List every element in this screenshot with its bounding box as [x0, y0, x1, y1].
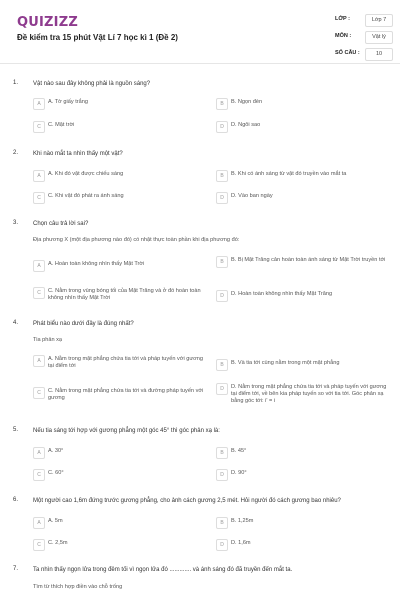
question-number: 5.	[13, 427, 19, 433]
meta-row-count	[335, 48, 393, 61]
option-text: D. Hoàn toàn không nhìn thấy Mặt Trăng	[231, 291, 333, 297]
option-text: D. 90°	[231, 470, 247, 476]
option-text: A. 30°	[48, 448, 64, 454]
question-text: Nếu tia sáng tới hợp với gương phẳng một góc 45° thì góc phản xạ là:	[33, 428, 220, 434]
option-badge: C	[33, 121, 45, 133]
meta-label: MÔN :	[335, 33, 352, 39]
meta-row-grade	[335, 14, 393, 27]
option-text: C. Khi vật đó phát ra ánh sáng	[48, 193, 124, 199]
option-badge: A	[33, 170, 45, 182]
question-number: 7.	[13, 566, 19, 572]
option-text: C. Nằm trong vùng bóng tối của Mặt Trăng và ở đó hoàn toàn không nhìn thấy Mặt Trời	[48, 288, 201, 301]
meta-panel	[335, 14, 393, 65]
option-badge: A	[33, 355, 45, 367]
question-text: Phát biểu nào dưới đây là đúng nhất?	[33, 321, 134, 327]
question-number: 1.	[13, 80, 19, 86]
option-text: B. Bị Mặt Trăng cản hoàn toàn ánh sáng từ Mặt Trời truyền tới	[231, 257, 386, 263]
header-divider	[0, 63, 400, 64]
option-text: D. 1,6m	[231, 540, 251, 546]
option-badge: C	[33, 387, 45, 399]
question-subtext: Tia phản xạ	[33, 337, 63, 343]
option-badge: B	[216, 517, 228, 529]
question-subtext: Địa phương X (một địa phương nào đó) có nhật thực toàn phần khi địa phương đó:	[33, 237, 240, 243]
question-number: 6.	[13, 497, 19, 503]
option-badge: D	[216, 192, 228, 204]
option-text: C. 2,5m	[48, 540, 68, 546]
option-badge: D	[216, 539, 228, 551]
question-subtext: Tìm từ thích hợp điền vào chỗ trống	[33, 584, 123, 590]
meta-row-subject	[335, 31, 393, 44]
option-text: A. Nằm trong mặt phẳng chứa tia tới và pháp tuyến với gương tại điểm tới	[48, 356, 203, 369]
option-badge: D	[216, 290, 228, 302]
option-text: A. Hoàn toàn không nhìn thấy Mặt Trời	[48, 261, 145, 267]
option-badge: B	[216, 447, 228, 459]
option-badge: B	[216, 170, 228, 182]
question-text: Khi nào mắt ta nhìn thấy một vật?	[33, 151, 123, 157]
option-text: C. Nằm trong mặt phẳng chứa tia tới và đường pháp tuyến với gương	[48, 388, 204, 401]
option-badge: D	[216, 121, 228, 133]
option-text: B. Ngọn đèn	[231, 99, 263, 105]
option-text: A. 5m	[48, 518, 63, 524]
header	[0, 0, 400, 62]
option-text: A. Khi đó vật được chiếu sáng	[48, 171, 124, 177]
question-number: 3.	[13, 220, 19, 226]
question-text: Vật nào sau đây không phải là nguồn sáng?	[33, 81, 151, 87]
option-badge: B	[216, 359, 228, 371]
option-text: B. Và tia tới cùng nằm trong một mặt phẳng	[231, 360, 340, 366]
meta-label: SỐ CÂU :	[335, 50, 360, 56]
option-text: B. 1,25m	[231, 518, 254, 524]
question-text: Ta nhìn thấy ngọn lửa trong đêm tối vì ngọn lửa đó ............. và ánh sáng đó đã truyền đến mắt ta.	[33, 567, 293, 573]
option-text: B. Khi có ánh sáng từ vật đó truyền vào mắt ta	[231, 171, 347, 177]
option-text: D. Ngôi sao	[231, 122, 261, 128]
option-badge: D	[216, 469, 228, 481]
meta-label: LỚP :	[335, 16, 350, 22]
question-number: 4.	[13, 320, 19, 326]
option-text: D. Nằm trong mặt phẳng chứa tia tới và pháp tuyến với gương tại điểm tới, về bên kia pháp tuyến so với tia tới. Góc phản xạ bằng góc tới: i' = i	[231, 384, 387, 404]
option-badge: A	[33, 98, 45, 110]
option-badge: C	[33, 287, 45, 299]
meta-value: 10	[365, 48, 393, 61]
question-text: Một người cao 1,6m đứng trước gương phẳng, cho ảnh cách gương 2,5 mét. Hỏi người đó cách gương bao nhiêu?	[33, 498, 341, 504]
question-number: 2.	[13, 150, 19, 156]
option-badge: A	[33, 447, 45, 459]
meta-value: Lớp 7	[365, 14, 393, 27]
question-text: Chọn câu trả lời sai?	[33, 221, 89, 227]
option-text: C. Mặt trời	[48, 122, 75, 128]
page-title: Đề kiểm tra 15 phút Vật Lí 7 học kì 1 (Đề 2)	[17, 33, 178, 42]
option-text: C. 60°	[48, 470, 64, 476]
option-text: D. Vào ban ngày	[231, 193, 273, 199]
quizizz-logo: QUIZIZZ	[17, 15, 78, 30]
option-badge: A	[33, 517, 45, 529]
option-text: B. 45°	[231, 448, 247, 454]
option-badge: D	[216, 383, 228, 395]
meta-value: Vật lý	[365, 31, 393, 44]
option-badge: C	[33, 539, 45, 551]
option-badge: A	[33, 260, 45, 272]
option-badge: B	[216, 98, 228, 110]
option-badge: C	[33, 469, 45, 481]
option-badge: C	[33, 192, 45, 204]
option-text: A. Tờ giấy trắng	[48, 99, 88, 105]
option-badge: B	[216, 256, 228, 268]
